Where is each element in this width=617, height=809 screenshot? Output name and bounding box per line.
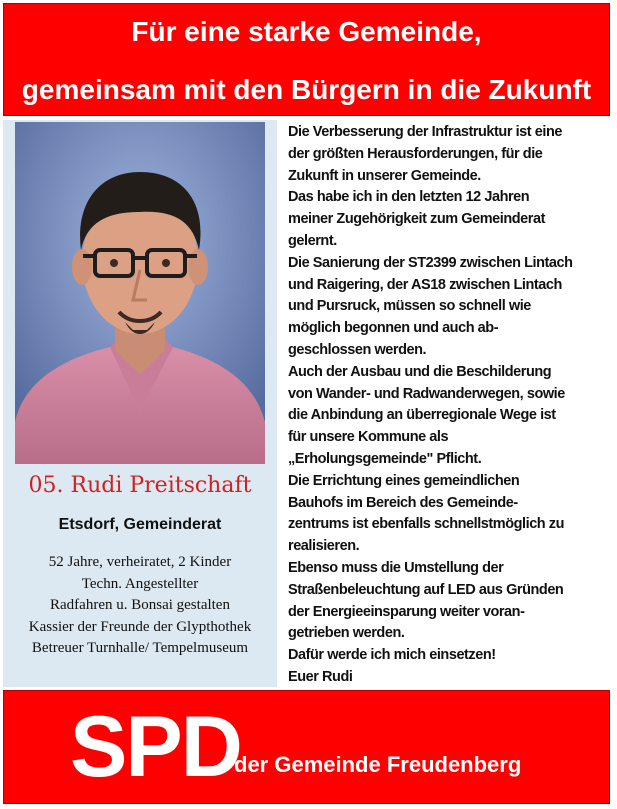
statement-line: meiner Zugehörigkeit zum Gemeinderat: [288, 211, 545, 228]
statement-line: getrieben werden.: [288, 625, 405, 642]
statement-line: Das habe ich in den letzten 12 Jahren: [288, 189, 530, 206]
statement-line: Die Verbesserung der Infrastruktur ist eine: [288, 124, 562, 140]
fact-item: Techn. Angestellter: [81, 575, 199, 592]
candidate-role: Etsdorf, Gemeinderat: [58, 516, 222, 533]
fact-item: Kassier der Freunde der Glypthothek: [28, 618, 252, 635]
party-logo-text: SPD: [70, 699, 241, 795]
statement-line: Auch der Ausbau und die Beschilderung: [288, 363, 552, 380]
statement-line: Zukunft in unserer Gemeinde.: [288, 167, 481, 184]
statement-line: Euer Rudi: [288, 668, 353, 685]
statement-line: und Pursruck, müssen so schnell wie: [288, 298, 531, 315]
statement-text: [288, 122, 610, 689]
party-subtitle: der Gemeinde Freudenberg: [234, 752, 522, 777]
statement-line: der größten Herausforderungen, für die: [288, 145, 543, 162]
statement-line: möglich begonnen und auch ab-: [288, 320, 499, 337]
statement-line: „Erholungsgemeinde" Pflicht.: [288, 450, 482, 467]
portrait-illustration: [15, 122, 265, 464]
candidate-sidebar: [3, 120, 277, 687]
fact-item: Radfahren u. Bonsai gestalten: [50, 597, 230, 613]
header-banner: [3, 3, 610, 116]
statement-line: von Wander- und Radwanderwegen, sowie: [288, 385, 565, 402]
headline-line-1: Für eine starke Gemeinde,: [131, 16, 482, 47]
headline-line-2: gemeinsam mit den Bürgern in die Zukunft: [21, 74, 592, 105]
fact-item: 52 Jahre, verheiratet, 2 Kinder: [48, 554, 232, 570]
statement-line: und Raigering, der AS18 zwischen Lintach: [288, 276, 562, 293]
statement-line: zentrums ist ebenfalls schnellstmöglich zu: [288, 516, 564, 533]
statement-line: die Anbindung an überregionale Wege ist: [288, 407, 556, 424]
statement-line: Straßenbeleuchtung auf LED aus Gründen: [288, 581, 564, 598]
candidate-photo: [15, 122, 265, 464]
statement-line: realisieren.: [288, 538, 360, 555]
fact-item: Betreuer Turnhalle/ Tempelmuseum: [31, 640, 249, 656]
statement-line: der Energieeinsparung weiter voran-: [288, 603, 525, 620]
footer-banner: [3, 690, 610, 804]
statement-line: für unsere Kommune als: [288, 429, 449, 446]
statement-line: Die Sanierung der ST2399 zwischen Lintach: [288, 254, 573, 271]
statement-line: Die Errichtung eines gemeindlichen: [288, 472, 520, 489]
statement-line: gelernt.: [288, 232, 337, 249]
statement-line: geschlossen werden.: [288, 341, 427, 358]
statement-line: Ebenso muss die Umstellung der: [288, 559, 504, 576]
statement-line: Dafür werde ich mich einsetzen!: [288, 647, 496, 664]
candidate-facts: [3, 552, 277, 660]
statement-line: Bauhofs im Bereich des Gemeinde-: [288, 494, 518, 511]
candidate-name: 05. Rudi Preitschaft: [28, 473, 252, 498]
